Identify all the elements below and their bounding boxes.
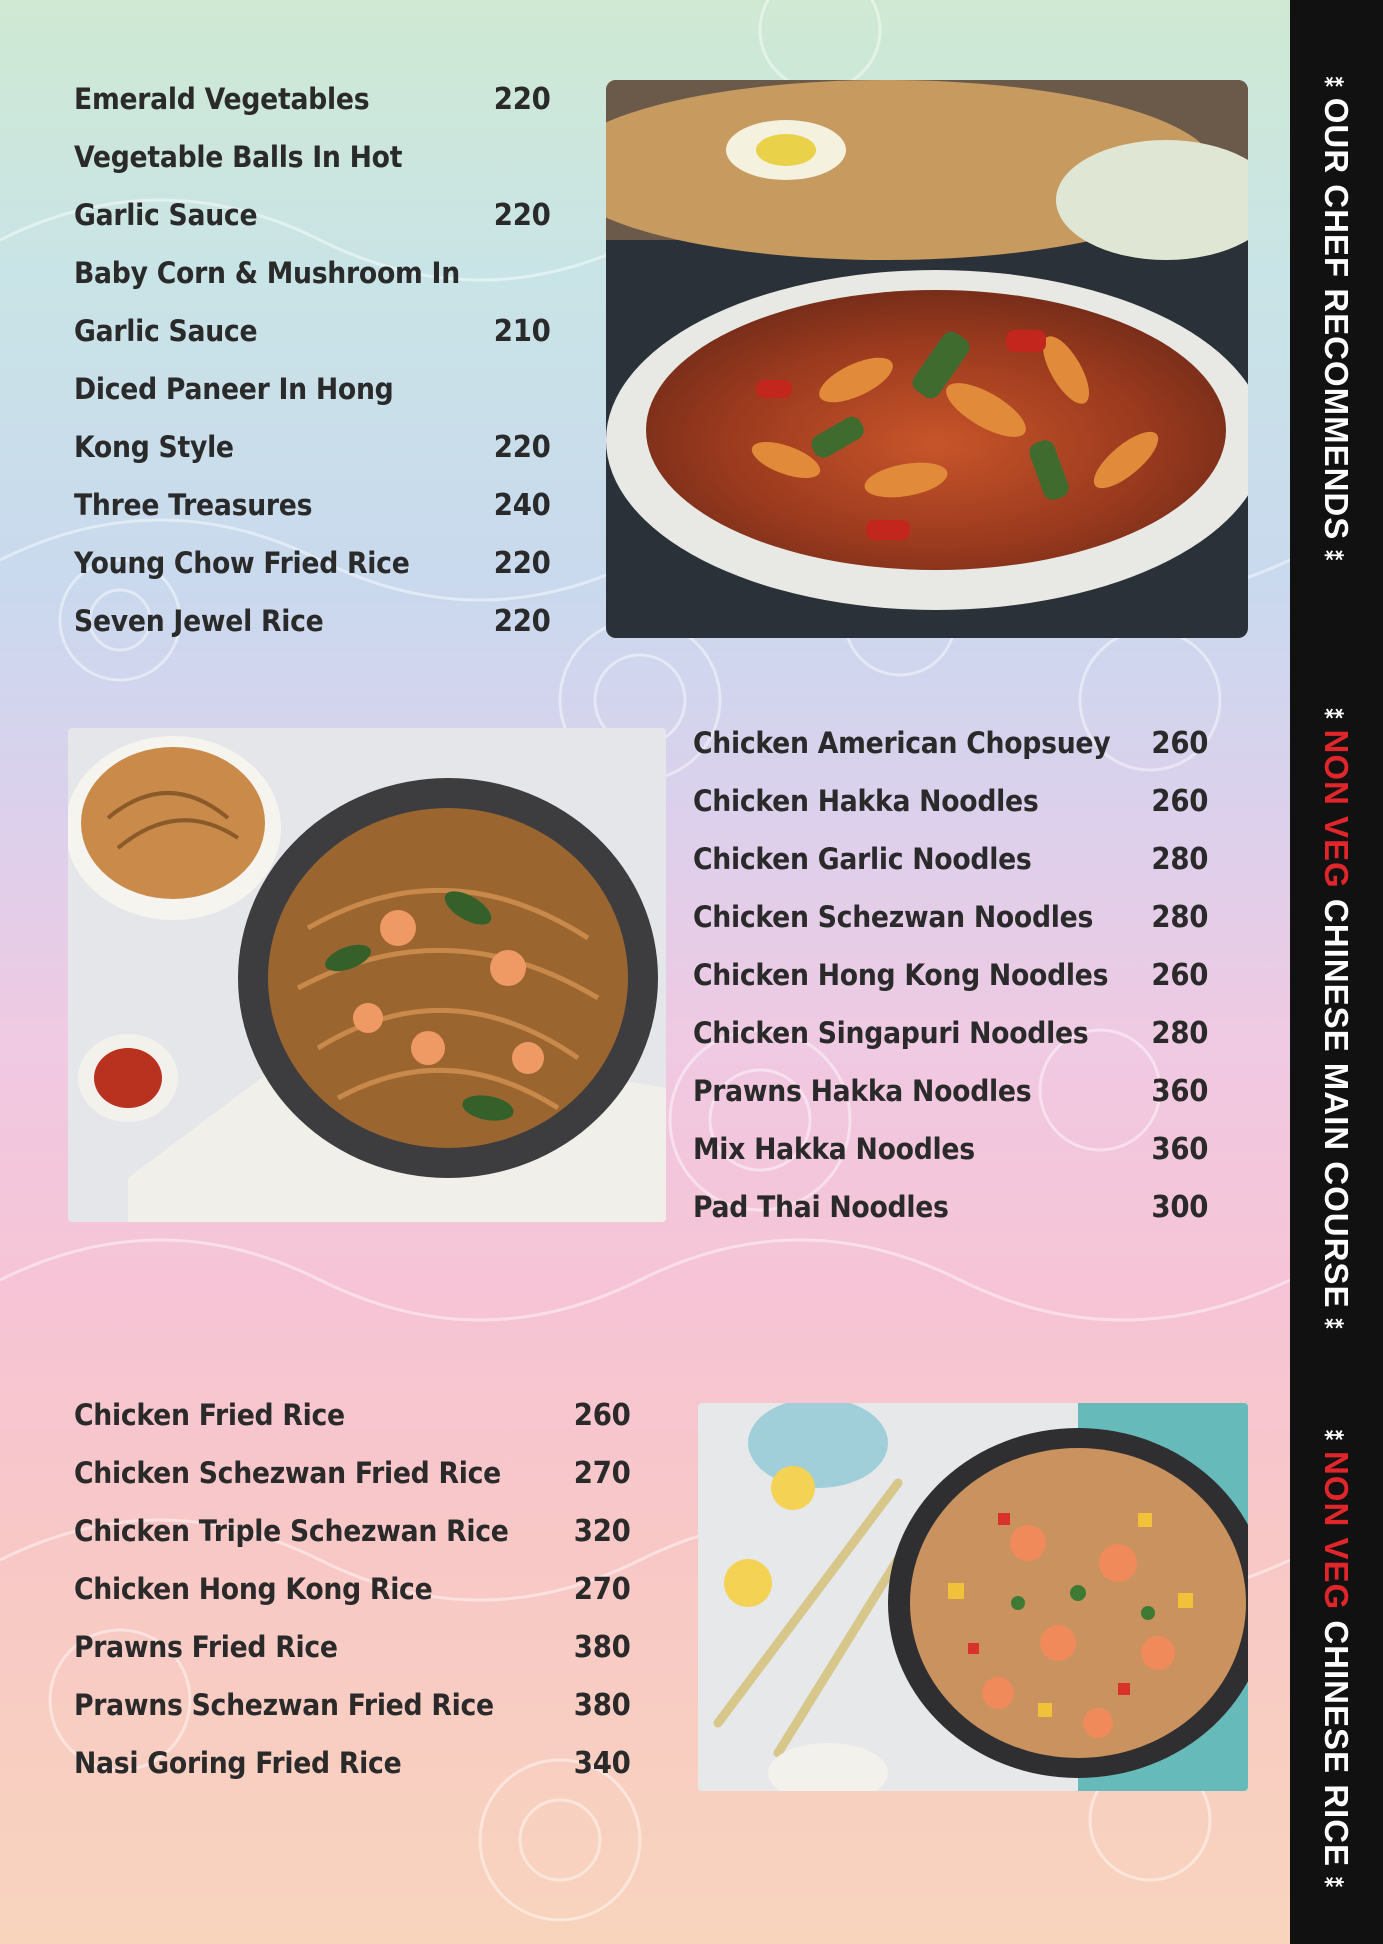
menu-item [74, 186, 551, 244]
item-price: 220 [493, 545, 551, 581]
section-title-chef-recommends [1317, 67, 1355, 572]
menu-item [74, 592, 551, 650]
item-price: 300 [1151, 1189, 1209, 1225]
ornament-icon: ⁑ [1320, 76, 1342, 88]
prawn-noodles-photo [68, 728, 666, 1222]
item-name: Vegetable Balls In Hot [74, 140, 403, 174]
item-price: 260 [1151, 957, 1209, 993]
chilli-babycorn-dish-photo [606, 80, 1248, 638]
item-name: Chicken Schezwan Fried Rice [74, 1456, 501, 1490]
item-name: Chicken Schezwan Noodles [693, 900, 1094, 934]
item-price: 280 [1151, 899, 1209, 935]
item-name: Garlic Sauce [74, 314, 258, 348]
ornament-icon: ⁑ [1320, 708, 1342, 720]
menu-item [693, 888, 1208, 946]
ornament-icon: ⁑ [1320, 1318, 1342, 1330]
item-name: Mix Hakka Noodles [693, 1132, 975, 1166]
item-name: Chicken Hong Kong Rice [74, 1572, 433, 1606]
item-name: Garlic Sauce [74, 198, 258, 232]
item-price: 320 [573, 1513, 631, 1549]
item-price: 210 [493, 313, 551, 349]
section-title-text: CHINESE RICE [1318, 1610, 1355, 1868]
item-name: Nasi Goring Fried Rice [74, 1746, 402, 1780]
item-name: Chicken Triple Schezwan Rice [74, 1514, 509, 1548]
menu-item [693, 714, 1208, 772]
section-highlight: NON VEG [1318, 1450, 1355, 1611]
menu-item [693, 1120, 1208, 1178]
item-name: Chicken Hong Kong Noodles [693, 958, 1109, 992]
menu-item [693, 1178, 1208, 1236]
item-price: 220 [493, 603, 551, 639]
item-price: 220 [493, 81, 551, 117]
menu-item [74, 418, 551, 476]
section-highlight: NON VEG [1318, 729, 1355, 889]
ornament-icon: ⁑ [1320, 1429, 1342, 1441]
item-name: Baby Corn & Mushroom In [74, 256, 460, 290]
item-name: Chicken Garlic Noodles [693, 842, 1032, 876]
item-name: Chicken American Chopsuey [693, 726, 1111, 760]
menu-item [74, 70, 551, 128]
menu-item [74, 128, 551, 186]
menu-item [74, 1502, 631, 1560]
item-price: 340 [573, 1745, 631, 1781]
menu-item [693, 946, 1208, 1004]
item-name: Chicken Singapuri Noodles [693, 1016, 1089, 1050]
item-name: Seven Jewel Rice [74, 604, 324, 638]
item-name: Prawns Schezwan Fried Rice [74, 1688, 494, 1722]
item-price: 240 [493, 487, 551, 523]
section-title-sidebar [1290, 0, 1383, 1944]
prawn-fried-rice-photo [698, 1403, 1248, 1791]
menu-item [74, 1676, 631, 1734]
menu-item [74, 360, 551, 418]
rice-list [74, 1386, 679, 1792]
item-price: 260 [1151, 725, 1209, 761]
menu-item [74, 244, 551, 302]
item-price: 270 [573, 1455, 631, 1491]
item-name: Three Treasures [74, 488, 313, 522]
menu-item [693, 772, 1208, 830]
item-name: Young Chow Fried Rice [74, 546, 410, 580]
menu-item [74, 1734, 631, 1792]
menu-item [693, 830, 1208, 888]
chef-recommends-list [74, 70, 592, 650]
item-name: Chicken Hakka Noodles [693, 784, 1039, 818]
item-price: 220 [493, 429, 551, 465]
section-title-text: CHINESE MAIN COURSE [1318, 888, 1355, 1309]
ornament-icon: ⁑ [1320, 1877, 1342, 1889]
menu-item [693, 1004, 1208, 1062]
ornament-icon: ⁑ [1320, 550, 1342, 562]
item-name: Prawns Fried Rice [74, 1630, 338, 1664]
section-title-main-course [1317, 699, 1355, 1340]
item-price: 380 [573, 1629, 631, 1665]
item-name: Diced Paneer In Hong [74, 372, 394, 406]
item-price: 260 [1151, 783, 1209, 819]
item-price: 360 [1151, 1131, 1209, 1167]
item-name: Pad Thai Noodles [693, 1190, 949, 1224]
menu-item [693, 1062, 1208, 1120]
menu-item [74, 1444, 631, 1502]
section-title-text: OUR CHEF RECOMMENDS [1318, 97, 1355, 541]
item-price: 380 [573, 1687, 631, 1723]
item-name: Emerald Vegetables [74, 82, 370, 116]
item-name: Kong Style [74, 430, 234, 464]
section-title-rice [1317, 1420, 1355, 1898]
main-course-list [693, 714, 1253, 1236]
item-price: 270 [573, 1571, 631, 1607]
menu-item [74, 476, 551, 534]
item-price: 360 [1151, 1073, 1209, 1109]
item-price: 260 [573, 1397, 631, 1433]
menu-item [74, 1560, 631, 1618]
item-name: Prawns Hakka Noodles [693, 1074, 1032, 1108]
menu-item [74, 302, 551, 360]
item-price: 280 [1151, 841, 1209, 877]
item-name: Chicken Fried Rice [74, 1398, 345, 1432]
menu-item [74, 534, 551, 592]
menu-item [74, 1386, 631, 1444]
item-price: 220 [493, 197, 551, 233]
item-price: 280 [1151, 1015, 1209, 1051]
menu-item [74, 1618, 631, 1676]
